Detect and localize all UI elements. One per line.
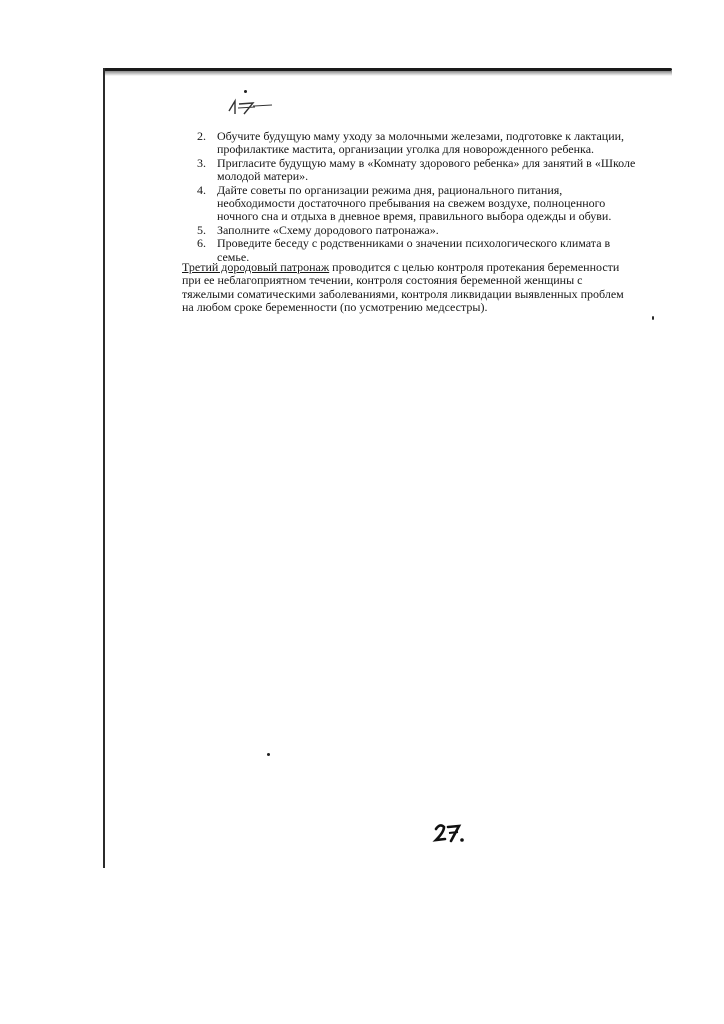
list-item-text: Проведите беседу с родственниками о значении психологического климата в семье. (217, 236, 611, 264)
handwritten-page-number (224, 92, 274, 118)
list-item-number: 6. (197, 236, 206, 251)
list-item (196, 157, 636, 184)
list-item-text: Дайте советы по организации режима дня, рационального питания, необходимости достаточного пребывания на свежем воздухе, полноценного ночного сна и отдыха в дневное время, правильного выбора одежды и обуви. (217, 182, 612, 224)
paragraph-lead: Третий дородовый патронаж (182, 260, 330, 274)
list-item-text: Заполните «Схему дородового патронажа». (217, 222, 439, 237)
scan-speck (652, 316, 654, 320)
scan-speck (267, 753, 270, 756)
list-item (196, 184, 636, 224)
scan-left-edge (103, 68, 105, 868)
scan-speck (244, 90, 247, 93)
list-item-number: 4. (197, 182, 206, 197)
list-item (196, 224, 636, 237)
third-patronage-paragraph (182, 261, 632, 315)
paragraph-text: проводится с целью контроля протекания беременности при ее неблагоприятном течении, контроля состояния беременной женщины с тяжелыми соматическими заболеваниями, контроля ликвидации выявленных проблем на любом сроке беременности (по усмотрению медсестры). (182, 260, 624, 315)
instruction-list (196, 130, 636, 264)
list-item-number: 2. (197, 129, 206, 143)
list-item-text: Обучите будущую маму уходу за молочными железами, подготовке к лактации, профилактике мастита, организации уголка для новорожденного ребенка. (217, 129, 625, 157)
list-item-text: Пригласите будущую маму в «Комнату здорового ребенка» для занятий в «Школе молодой матери». (217, 155, 636, 184)
scan-top-edge-shadow (104, 71, 672, 76)
handwritten-bottom-mark (432, 820, 466, 844)
list-item (196, 130, 636, 157)
list-item-number: 3. (197, 155, 206, 170)
list-item-number: 5. (197, 222, 206, 237)
